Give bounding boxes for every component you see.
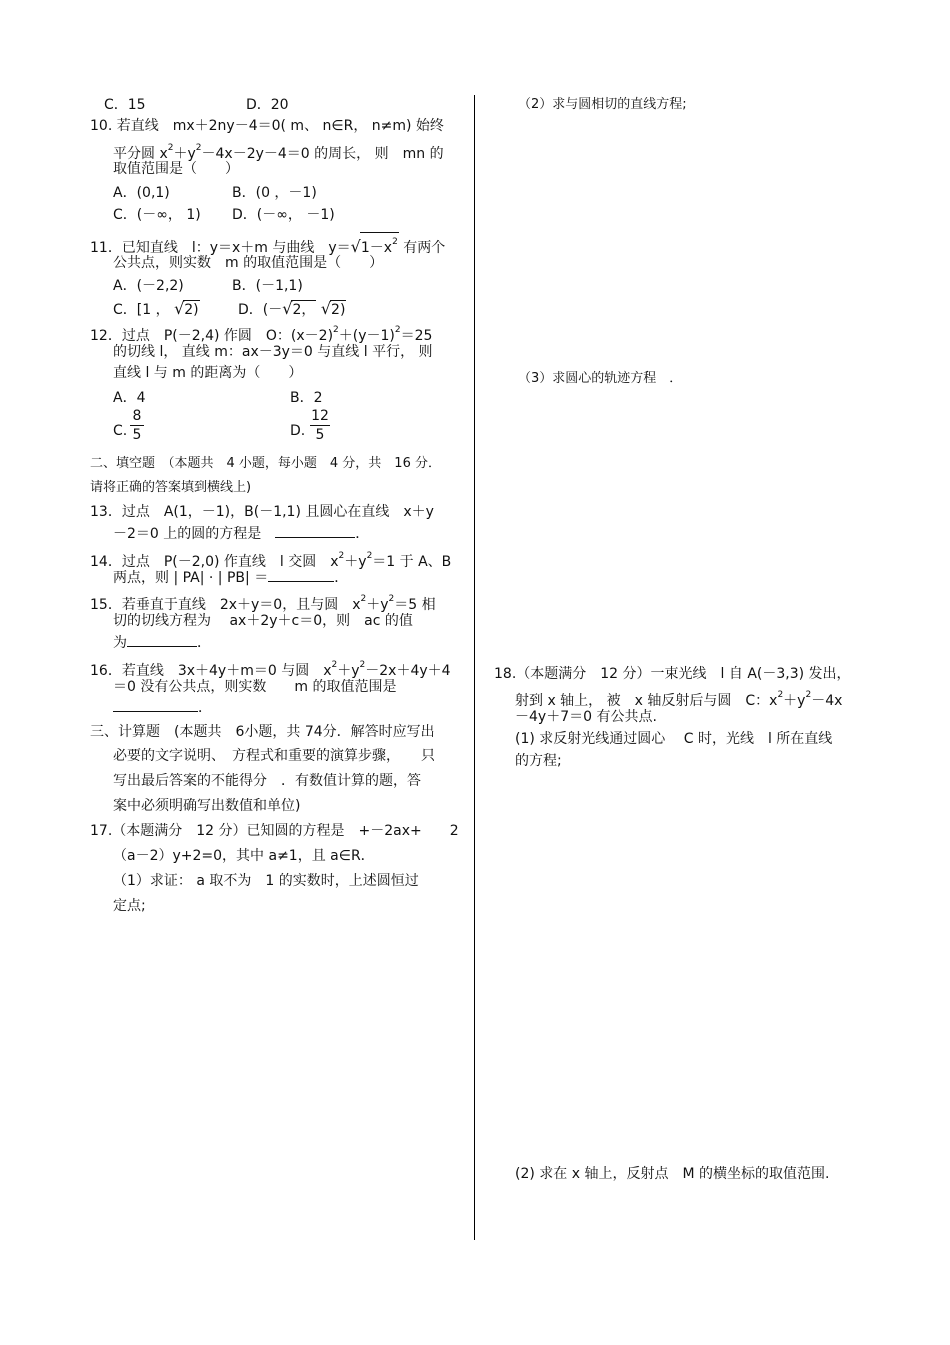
section-3-heading-line-4: 案中必须明确写出数值和单位) xyxy=(113,798,301,814)
q10-option-a: A．(0,1) xyxy=(113,185,170,201)
q15-line-2: 切的切线方程为 ax＋2y＋c＝0，则 ac 的值 xyxy=(113,613,413,629)
q11-line-1: 11．已知直线 l：y＝x＋m 与曲线 $y=√1-x^2$ 有两个 xyxy=(90,232,445,257)
q10-option-c: C．(－∞， 1) xyxy=(113,207,201,223)
q10-option-b: B．(0 ，－1) xyxy=(232,185,317,201)
q18-line-5: 的方程; xyxy=(515,753,562,769)
q12-line-1: 12．过点 P(－2,4) 作圆 O：$(x-2)^2+(y-1)^2=25$ xyxy=(90,325,433,344)
q18-line-4: (1) 求反射光线通过圆心 C 时，光线 l 所在直线 xyxy=(515,731,833,747)
q15-line-1: 15．若垂直于直线 2x＋y＝0，且与圆 $x^2+y^2=5$ 相 xyxy=(90,594,436,613)
q17-part-3: （3）求圆心的轨迹方程 ． xyxy=(518,371,683,386)
section-2-heading-line-1: 二、填空题 （本题共 4 小题，每小题 4 分，共 16 分． xyxy=(90,456,441,471)
q12-option-d-fraction: 12 5 xyxy=(311,408,329,443)
q18-part-2: (2) 求在 x 轴上，反射点 M 的横坐标的取值范围. xyxy=(515,1166,830,1182)
section-3-heading-line-3: 写出最后答案的不能得分 ．有数值计算的题，答 xyxy=(113,773,421,789)
q12-line-2: 的切线 l， 直线 m：ax－3y＝0 与直线 l 平行， 则 xyxy=(113,344,433,360)
q12-option-c-fraction: 8 5 xyxy=(130,408,144,443)
q13-line-2: －2＝0 上的圆的方程是 ． xyxy=(113,526,370,542)
q10-line-2: 平分圆 $x^2+y^2-4x-2y-4=0$ 的周长， 则 mn 的 xyxy=(113,143,444,162)
section-3-heading-line-2: 必要的文字说明、 方程式和重要的演算步骤， 只 xyxy=(113,748,435,764)
q18-line-3: －4y＋7＝0 有公共点. xyxy=(515,709,657,725)
q14-line-2: 两点，则 | PA| · | PB| ＝ ． xyxy=(113,570,349,586)
q12-line-3: 直线 l 与 m 的距离为（ ） xyxy=(113,365,303,381)
q14-line-1: 14．过点 P(－2,0) 作直线 l 交圆 $x^2+y^2=1$ 于 A、B xyxy=(90,551,452,570)
section-2-heading-line-2: 请将正确的答案填到横线上) xyxy=(90,480,252,495)
q17-line-3: （1）求证： a 取不为 1 的实数时，上述圆恒过 xyxy=(113,873,419,889)
q16-line-3: ． xyxy=(113,699,212,717)
q16-line-2: ＝0 没有公共点，则实数 m 的取值范围是 xyxy=(113,679,397,695)
q17-line-2: （a－2）y+2=0，其中 a≠1，且 a∈R． xyxy=(113,848,375,864)
q9-option-c: C．15 xyxy=(104,97,146,113)
section-3-heading-line-1: 三、计算题 (本题共 6小题，共 74分．解答时应写出 xyxy=(90,724,435,740)
q11-line-2: 公共点，则实数 m 的取值范围是（ ） xyxy=(113,255,384,271)
q17-line-1: 17.（本题满分 12 分）已知圆的方程是 +－2ax+ 2 xyxy=(90,823,459,839)
q11-option-a: A．(－2,2) xyxy=(113,278,184,294)
q10-option-d: D．(－∞， －1) xyxy=(232,207,335,223)
column-divider xyxy=(474,95,475,1240)
q12-option-c-label: C. xyxy=(113,423,128,439)
q12-option-a: A．4 xyxy=(113,390,146,406)
q12-option-d-label: D. xyxy=(290,423,306,439)
q10-line-1: 10. 若直线 mx＋2ny－4＝0( m、 n∈R， n≠m) 始终 xyxy=(90,118,444,134)
q13-line-1: 13．过点 A(1，－1)，B(－1,1) 且圆心在直线 x＋y xyxy=(90,504,434,520)
q18-line-1: 18.（本题满分 12 分）一束光线 l 自 A(－3,3) 发出， xyxy=(494,666,851,682)
q16-line-1: 16．若直线 3x＋4y＋m＝0 与圆 $x^2+y^2-2x+4y+4$ xyxy=(90,660,451,679)
q18-line-2: 射到 x 轴上， 被 x 轴反射后与圆 C：$x^2+y^2-4x$ xyxy=(515,690,843,709)
q17-part-2: （2）求与圆相切的直线方程; xyxy=(518,97,687,112)
q11-option-c: C．[1 ， √2) xyxy=(113,299,199,318)
q11-option-d: D．(－√2， √2) xyxy=(238,299,346,318)
q10-line-3: 取值范围是（ ） xyxy=(113,161,239,177)
q17-line-4: 定点; xyxy=(113,898,146,914)
q9-option-d: D．20 xyxy=(246,97,289,113)
q15-line-3: 为 ． xyxy=(113,635,211,651)
q11-option-b: B．(－1,1) xyxy=(232,278,303,294)
q12-option-b: B．2 xyxy=(290,390,323,406)
